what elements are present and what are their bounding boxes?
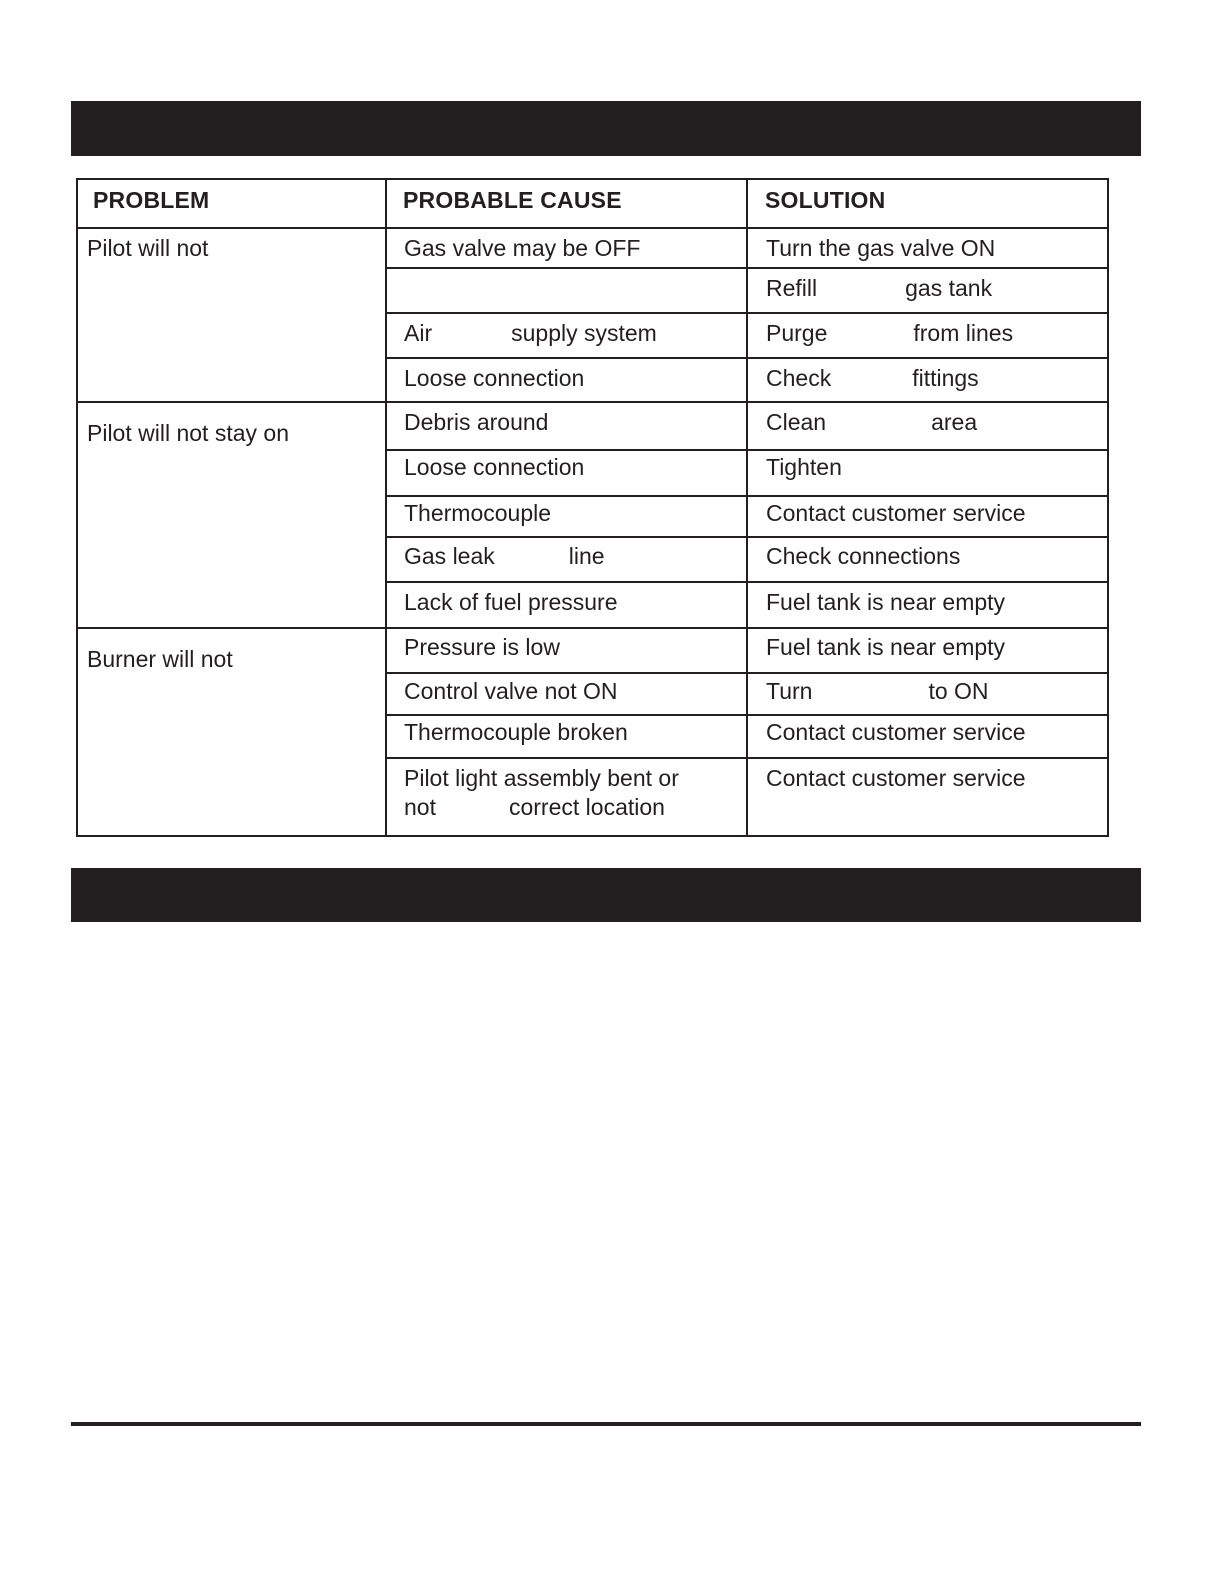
solution-text-part: Purge bbox=[766, 320, 828, 346]
table-border-right bbox=[1107, 178, 1109, 837]
problem-cell: Burner will not bbox=[87, 646, 233, 672]
cause-text-part: Air bbox=[404, 320, 433, 346]
solution-cell bbox=[766, 677, 989, 706]
cause-cell: Loose connection bbox=[404, 365, 585, 391]
section-header-bar-top bbox=[71, 101, 1141, 156]
cause-cell: Loose connection bbox=[404, 454, 585, 480]
solution-text-part: Check bbox=[766, 365, 832, 391]
cause-text-part: Gas leak bbox=[404, 543, 495, 569]
cause-cell: Pressure is low bbox=[404, 634, 560, 660]
row-divider bbox=[385, 672, 1109, 674]
problem-cell: Pilot will not stay on bbox=[87, 420, 289, 446]
row-divider bbox=[385, 312, 1109, 314]
cause-cell: Lack of fuel pressure bbox=[404, 589, 618, 615]
solution-cell bbox=[766, 364, 979, 393]
cause-text-part: line bbox=[568, 543, 605, 569]
cause-cell bbox=[404, 542, 605, 571]
table-border-top bbox=[76, 178, 1109, 180]
solution-cell: Check connections bbox=[766, 543, 961, 569]
section-header-bar-mid bbox=[71, 868, 1141, 922]
row-divider bbox=[385, 536, 1109, 538]
cause-cell: Control valve not ON bbox=[404, 678, 618, 704]
row-divider bbox=[385, 357, 1109, 359]
header-problem: PROBLEM bbox=[93, 187, 210, 213]
cause-cell: Debris around bbox=[404, 409, 549, 435]
solution-text-part: fittings bbox=[912, 365, 979, 391]
header-probable-cause: PROBABLE CAUSE bbox=[403, 187, 622, 213]
solution-text-part: area bbox=[931, 409, 978, 435]
cause-cell: Thermocouple broken bbox=[404, 719, 628, 745]
solution-text-part: Clean bbox=[766, 409, 827, 435]
solution-text-part: Refill bbox=[766, 275, 818, 301]
solution-cell bbox=[766, 319, 1013, 348]
solution-cell: Contact customer service bbox=[766, 719, 1026, 745]
column-divider-1 bbox=[385, 178, 387, 837]
solution-text-part: to ON bbox=[928, 678, 989, 704]
row-divider bbox=[385, 757, 1109, 759]
problem-cell: Pilot will not bbox=[87, 235, 209, 261]
header-divider bbox=[76, 227, 1109, 229]
footer-rule bbox=[71, 1422, 1141, 1426]
table-border-bottom bbox=[76, 835, 1109, 837]
group-divider-2 bbox=[76, 627, 1109, 629]
solution-cell: Tighten bbox=[766, 454, 842, 480]
row-divider bbox=[385, 581, 1109, 583]
solution-cell: Turn the gas valve ON bbox=[766, 235, 996, 261]
cause-cell bbox=[404, 319, 657, 348]
cause-text-part: supply system bbox=[511, 320, 657, 346]
solution-text-part: from lines bbox=[913, 320, 1014, 346]
solution-cell: Contact customer service bbox=[766, 500, 1026, 526]
row-divider bbox=[385, 714, 1109, 716]
solution-cell: Contact customer service bbox=[766, 765, 1026, 791]
cause-cell: Gas valve may be OFF bbox=[404, 235, 641, 261]
solution-cell bbox=[766, 274, 992, 303]
row-divider bbox=[385, 267, 1109, 269]
cause-text-part: not bbox=[404, 794, 436, 820]
header-solution: SOLUTION bbox=[765, 187, 886, 213]
table-border-left bbox=[76, 178, 78, 837]
group-divider-1 bbox=[76, 401, 1109, 403]
cause-cell: Thermocouple bbox=[404, 500, 552, 526]
cause-text-line: Pilot light assembly bent or bbox=[404, 765, 679, 791]
troubleshooting-table bbox=[76, 178, 1109, 837]
cause-cell bbox=[404, 764, 679, 822]
cause-text-line bbox=[404, 793, 679, 822]
column-divider-2 bbox=[746, 178, 748, 837]
cause-text-part: correct location bbox=[508, 794, 665, 820]
solution-cell: Fuel tank is near empty bbox=[766, 634, 1006, 660]
row-divider bbox=[385, 495, 1109, 497]
solution-cell bbox=[766, 408, 977, 437]
solution-cell: Fuel tank is near empty bbox=[766, 589, 1006, 615]
solution-text-part: gas tank bbox=[905, 275, 993, 301]
solution-text-part: Turn bbox=[766, 678, 813, 704]
row-divider bbox=[385, 449, 1109, 451]
